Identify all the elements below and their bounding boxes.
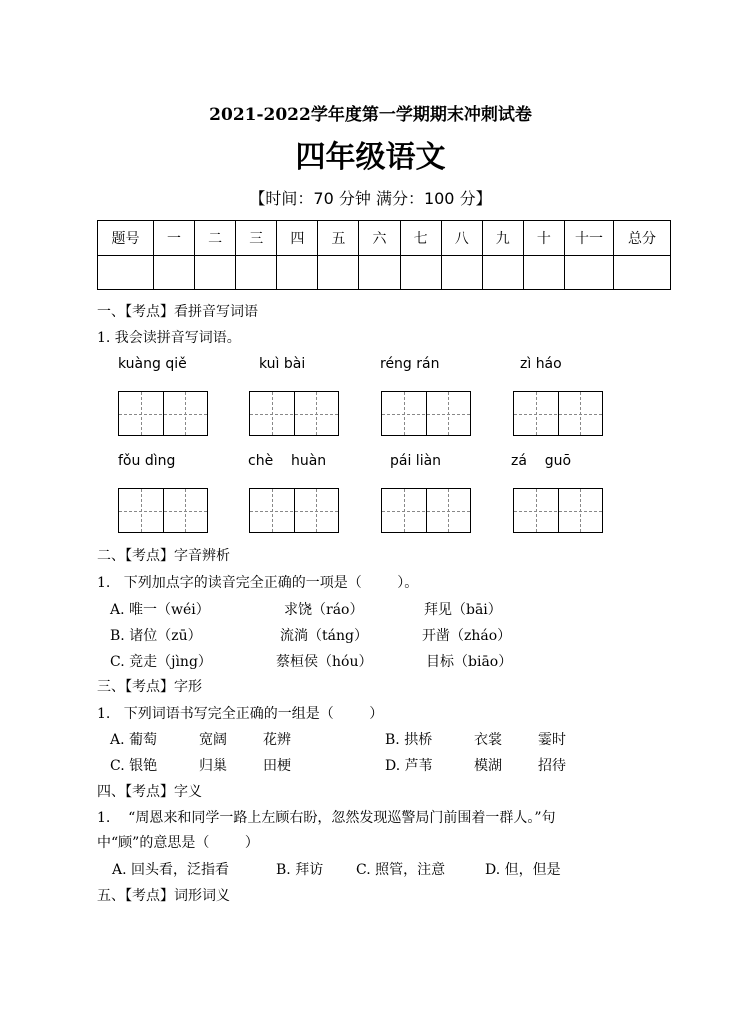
score-header-cell: 十一 xyxy=(565,221,614,256)
section-5-heading: 五、【考点】词形词义 xyxy=(97,888,230,904)
score-blank-cell[interactable] xyxy=(614,256,671,290)
pinyin-label: pái liàn xyxy=(390,453,442,469)
exam-title: 2021-2022学年度第一学期期末冲刺试卷 xyxy=(209,105,532,125)
writing-grid[interactable] xyxy=(249,488,339,533)
section-1-heading: 一、【考点】看拼音写词语 xyxy=(97,304,258,320)
writing-grid[interactable] xyxy=(513,391,603,436)
score-header-cell: 六 xyxy=(359,221,400,256)
score-blank-cell[interactable] xyxy=(359,256,400,290)
pinyin-label: zá guō xyxy=(511,453,572,469)
pinyin-label: chè huàn xyxy=(248,453,327,469)
option-b-item: 开凿（zháo） xyxy=(422,628,512,644)
option-b-item: B. 诸位（zū） xyxy=(110,628,202,644)
option-meaning: D. 但，但是 xyxy=(485,862,561,878)
option-word: 归巢 xyxy=(199,758,227,774)
score-blank-cell[interactable] xyxy=(236,256,277,290)
section-3-question: 1. 下列词语书写完全正确的一组是（ ） xyxy=(97,706,384,722)
pinyin-label: kuì bài xyxy=(259,356,306,372)
score-blank-cell[interactable] xyxy=(98,256,154,290)
score-table-header-row xyxy=(98,221,671,256)
pinyin-label: kuàng qiě xyxy=(118,356,187,372)
writing-grid[interactable] xyxy=(381,488,471,533)
option-word: 田梗 xyxy=(263,758,291,774)
score-header-cell: 十 xyxy=(523,221,564,256)
section-4-question-line1: 1. “周恩来和同学一路上左顾右盼，忽然发现巡警局门前围着一群人。”句 xyxy=(97,810,556,826)
pinyin-label: fǒu dìng xyxy=(118,453,176,469)
score-blank-cell[interactable] xyxy=(154,256,195,290)
option-meaning: B. 拜访 xyxy=(276,862,324,878)
score-blank-cell[interactable] xyxy=(565,256,614,290)
score-blank-cell[interactable] xyxy=(318,256,359,290)
option-a-item: 拜见（bāi） xyxy=(424,602,502,618)
writing-grid[interactable] xyxy=(513,488,603,533)
score-blank-cell[interactable] xyxy=(523,256,564,290)
score-header-cell: 三 xyxy=(236,221,277,256)
option-word: 宽阔 xyxy=(199,732,227,748)
score-table xyxy=(97,220,671,290)
score-header-cell: 五 xyxy=(318,221,359,256)
section-2-heading: 二、【考点】字音辨析 xyxy=(97,548,230,564)
score-header-cell: 二 xyxy=(195,221,236,256)
option-c-item: 目标（biāo） xyxy=(426,654,513,670)
option-word: 招待 xyxy=(538,758,566,774)
writing-grid[interactable] xyxy=(381,391,471,436)
option-word: B. 拱桥 xyxy=(385,732,433,748)
option-word: 模湖 xyxy=(474,758,502,774)
score-table-blank-row xyxy=(98,256,671,290)
option-meaning: C. 照管，注意 xyxy=(356,862,446,878)
score-header-cell: 七 xyxy=(400,221,441,256)
option-c-item: 蔡桓侯（hóu） xyxy=(276,654,373,670)
section-4-question-line2: 中“顾”的意思是（ ） xyxy=(97,835,259,851)
option-meaning: A. 回头看，泛指看 xyxy=(112,862,230,878)
section-2-question: 1. 下列加点字的读音完全正确的一项是（ ）。 xyxy=(97,575,419,591)
option-word: A. 葡萄 xyxy=(110,732,158,748)
score-blank-cell[interactable] xyxy=(277,256,318,290)
time-score-info: 【时间：70 分钟 满分：100 分】 xyxy=(249,189,492,208)
pinyin-label: réng rán xyxy=(380,356,440,372)
option-a-item: A. 唯一（wéi） xyxy=(110,602,210,618)
score-header-cell: 题号 xyxy=(98,221,154,256)
option-b-item: 流淌（táng） xyxy=(280,628,368,644)
option-word: 衣裳 xyxy=(474,732,502,748)
section-4-heading: 四、【考点】字义 xyxy=(97,784,202,800)
option-word: C. 银铯 xyxy=(110,758,158,774)
score-blank-cell[interactable] xyxy=(195,256,236,290)
section-3-heading: 三、【考点】字形 xyxy=(97,679,202,695)
score-blank-cell[interactable] xyxy=(441,256,482,290)
pinyin-label: zì háo xyxy=(520,356,562,372)
writing-grid[interactable] xyxy=(118,391,208,436)
score-header-cell: 四 xyxy=(277,221,318,256)
section-1-question: 1. 我会读拼音写词语。 xyxy=(97,330,241,346)
option-a-item: 求饶（ráo） xyxy=(284,602,364,618)
score-header-cell: 总分 xyxy=(614,221,671,256)
score-blank-cell[interactable] xyxy=(400,256,441,290)
subject-title: 四年级语文 xyxy=(295,140,446,175)
score-header-cell: 九 xyxy=(482,221,523,256)
writing-grid[interactable] xyxy=(249,391,339,436)
score-blank-cell[interactable] xyxy=(482,256,523,290)
option-word: 花辨 xyxy=(263,732,291,748)
score-header-cell: 八 xyxy=(441,221,482,256)
option-word: D. 芦苇 xyxy=(385,758,433,774)
option-c-item: C. 竞走（jìng） xyxy=(110,654,212,670)
score-header-cell: 一 xyxy=(154,221,195,256)
writing-grid[interactable] xyxy=(118,488,208,533)
option-word: 霎时 xyxy=(538,732,566,748)
